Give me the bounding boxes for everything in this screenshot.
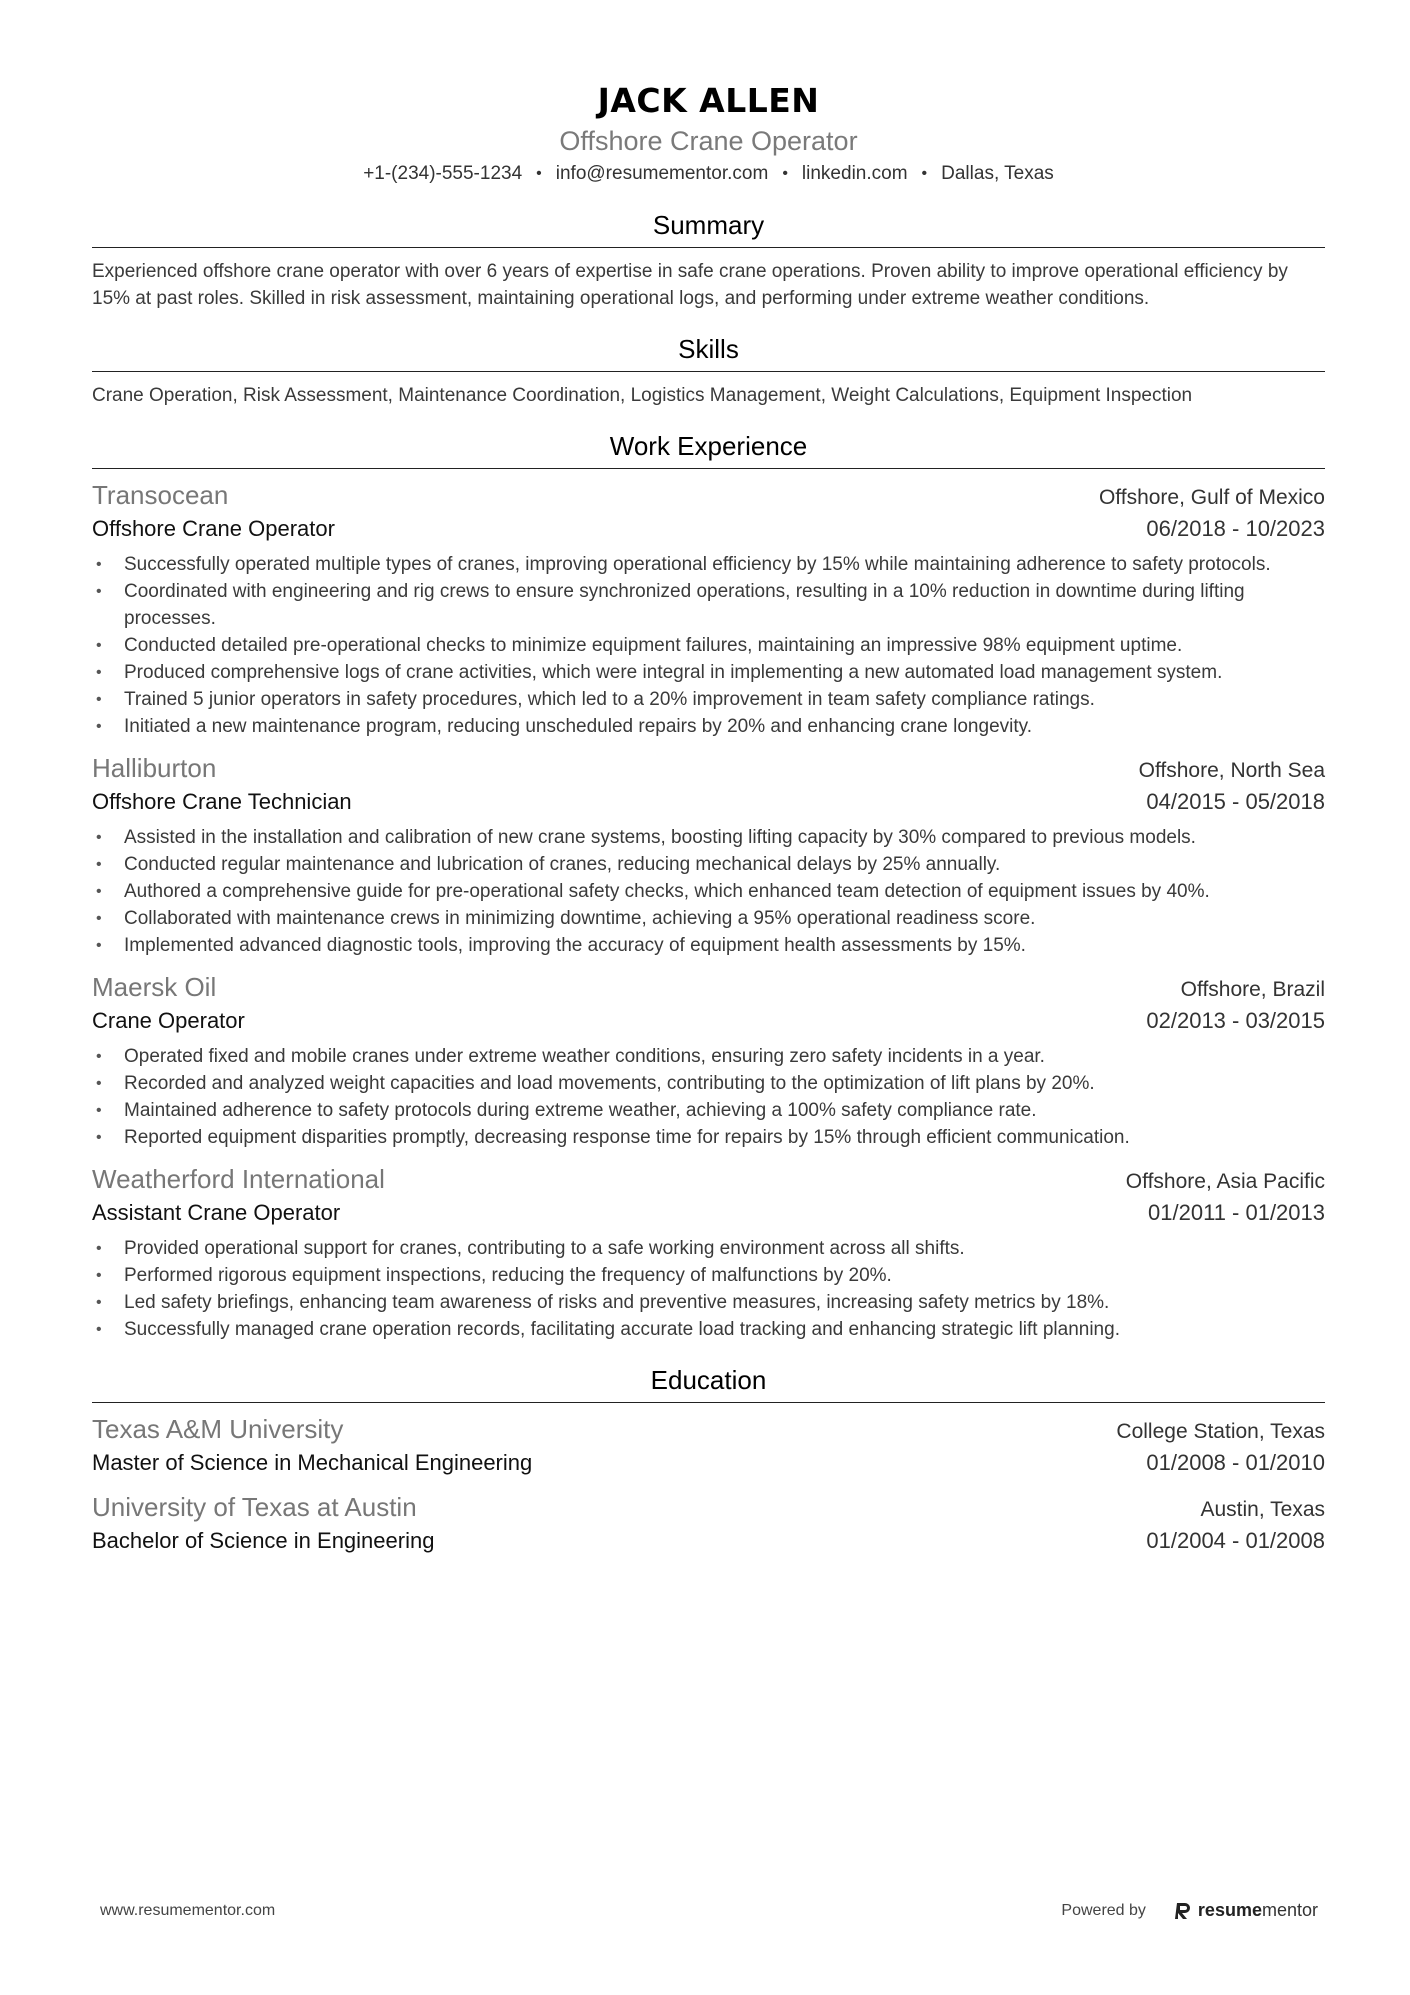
job-bullet: • Coordinated with engineering and rig crews to ensure synchronized operations, resulting in a 10% reduction in downtime during lifting processes. bbox=[92, 578, 1325, 632]
experience-section bbox=[92, 428, 1325, 1343]
job-bullet: • Maintained adherence to safety protocols during extreme weather, achieving a 100% safety compliance rate. bbox=[92, 1097, 1325, 1124]
job-bullet: • Conducted regular maintenance and lubrication of cranes, reducing mechanical delays by 25% annually. bbox=[92, 851, 1325, 878]
job-location: Offshore, Brazil bbox=[1180, 978, 1325, 1001]
job-bullet: • Assisted in the installation and calibration of new crane systems, boosting lifting capacity by 30% compared to previous models. bbox=[92, 824, 1325, 851]
school-degree: Master of Science in Mechanical Engineering bbox=[92, 1450, 533, 1475]
job-list bbox=[92, 478, 1325, 1343]
job-bullet: • Performed rigorous equipment inspections, reducing the frequency of malfunctions by 20%. bbox=[92, 1262, 1325, 1289]
degree-row bbox=[92, 1525, 1325, 1557]
section-title-experience: Work Experience bbox=[92, 428, 1325, 469]
job-bullet: • Authored a comprehensive guide for pre-operational safety checks, which enhanced team detection of equipment issues by 40%. bbox=[92, 878, 1325, 905]
school-dates: 01/2004 - 01/2008 bbox=[1146, 1528, 1325, 1553]
contact-location: Dallas, Texas bbox=[941, 163, 1054, 184]
brand-bold-text: resume bbox=[1197, 1900, 1262, 1920]
job-title-row bbox=[92, 513, 1325, 545]
school-location: College Station, Texas bbox=[1116, 1420, 1325, 1443]
school-header-row bbox=[92, 1412, 1325, 1447]
section-title-education: Education bbox=[92, 1362, 1325, 1403]
bullet-separator-icon: • bbox=[782, 165, 788, 182]
contact-linkedin[interactable]: linkedin.com bbox=[801, 163, 908, 184]
job-company: Maersk Oil bbox=[92, 972, 217, 1002]
job-header-row bbox=[92, 1162, 1325, 1197]
job-entry bbox=[92, 478, 1325, 740]
job-bullets bbox=[92, 824, 1325, 959]
powered-by bbox=[1061, 1900, 1318, 1921]
resumementor-logo-icon bbox=[1174, 1901, 1192, 1921]
resume-content bbox=[92, 78, 1325, 1557]
job-header-row bbox=[92, 751, 1325, 786]
job-bullet: • Trained 5 junior operators in safety procedures, which led to a 20% improvement in team safety compliance ratings. bbox=[92, 686, 1325, 713]
footer-website-link[interactable]: www.resumementor.com bbox=[100, 1901, 276, 1919]
job-position: Offshore Crane Technician bbox=[92, 789, 352, 814]
section-title-skills: Skills bbox=[92, 331, 1325, 372]
contact-line bbox=[92, 160, 1325, 188]
skills-text: Crane Operation, Risk Assessment, Maintenance Coordination, Logistics Management, Weight Calculations, Equipment Inspection bbox=[92, 385, 1193, 406]
powered-by-label: Powered by bbox=[1061, 1901, 1146, 1919]
job-bullet: • Implemented advanced diagnostic tools, improving the accuracy of equipment health assessments by 15%. bbox=[92, 932, 1325, 959]
education-section bbox=[92, 1362, 1325, 1557]
job-bullet: • Operated fixed and mobile cranes under extreme weather conditions, ensuring zero safety incidents in a year. bbox=[92, 1043, 1325, 1070]
job-bullet: • Collaborated with maintenance crews in minimizing downtime, achieving a 95% operational readiness score. bbox=[92, 905, 1325, 932]
brand-rest-text: mentor bbox=[1261, 1900, 1318, 1920]
candidate-role: Offshore Crane Operator bbox=[559, 126, 858, 156]
job-location: Offshore, Gulf of Mexico bbox=[1098, 486, 1325, 509]
job-dates: 04/2015 - 05/2018 bbox=[1146, 789, 1325, 814]
job-bullet: • Reported equipment disparities promptly, decreasing response time for repairs by 15% through efficient communication. bbox=[92, 1124, 1325, 1151]
school-dates: 01/2008 - 01/2010 bbox=[1146, 1450, 1325, 1475]
job-title-row bbox=[92, 1197, 1325, 1229]
contact-phone: +1-(234)-555-1234 bbox=[363, 163, 523, 184]
job-header-row bbox=[92, 478, 1325, 513]
brand-logo[interactable] bbox=[1174, 1900, 1318, 1921]
job-bullets bbox=[92, 1043, 1325, 1151]
bullet-separator-icon: • bbox=[536, 165, 542, 182]
job-location: Offshore, North Sea bbox=[1138, 759, 1325, 782]
job-bullet: • Successfully managed crane operation records, facilitating accurate load tracking and enhancing strategic lift planning. bbox=[92, 1316, 1325, 1343]
job-company: Weatherford International bbox=[92, 1164, 385, 1194]
job-bullet: • Produced comprehensive logs of crane activities, which were integral in implementing a new automated load management system. bbox=[92, 659, 1325, 686]
job-company: Transocean bbox=[92, 480, 229, 510]
job-position: Crane Operator bbox=[92, 1008, 245, 1033]
school-location: Austin, Texas bbox=[1200, 1498, 1325, 1521]
job-header-row bbox=[92, 970, 1325, 1005]
job-position: Offshore Crane Operator bbox=[92, 516, 335, 541]
job-bullet: • Recorded and analyzed weight capacities and load movements, contributing to the optimization of lift plans by 20%. bbox=[92, 1070, 1325, 1097]
degree-row bbox=[92, 1447, 1325, 1479]
job-entry bbox=[92, 751, 1325, 959]
job-bullet: • Initiated a new maintenance program, reducing unscheduled repairs by 20% and enhancing crane longevity. bbox=[92, 713, 1325, 740]
job-dates: 01/2011 - 01/2013 bbox=[1148, 1200, 1325, 1225]
summary-section bbox=[92, 207, 1325, 312]
summary-text: Experienced offshore crane operator with over 6 years of expertise in safe crane operations. Proven ability to improve operational efficiency by 15% at past roles. Skilled in risk assessment, maintaining operational logs, and performing under extreme weather conditions. bbox=[92, 261, 1288, 309]
job-bullets bbox=[92, 551, 1325, 740]
school-list bbox=[92, 1412, 1325, 1557]
job-position: Assistant Crane Operator bbox=[92, 1200, 341, 1225]
contact-email[interactable]: info@resumementor.com bbox=[555, 163, 769, 184]
job-company: Halliburton bbox=[92, 753, 217, 783]
job-location: Offshore, Asia Pacific bbox=[1125, 1170, 1325, 1193]
job-entry bbox=[92, 1162, 1325, 1343]
education-entry bbox=[92, 1412, 1325, 1479]
job-entry bbox=[92, 970, 1325, 1151]
job-bullet: • Successfully operated multiple types of cranes, improving operational efficiency by 15% while maintaining adherence to safety protocols. bbox=[92, 551, 1325, 578]
job-title-row bbox=[92, 786, 1325, 818]
school-name: University of Texas at Austin bbox=[92, 1492, 417, 1522]
candidate-name: JACK ALLEN bbox=[597, 81, 820, 120]
bullet-separator-icon: • bbox=[921, 165, 928, 182]
job-bullet: • Led safety briefings, enhancing team awareness of risks and preventive measures, increasing safety metrics by 18%. bbox=[92, 1289, 1325, 1316]
skills-section bbox=[92, 331, 1325, 409]
job-title-row bbox=[92, 1005, 1325, 1037]
footer bbox=[100, 1900, 1318, 1921]
school-name: Texas A&M University bbox=[92, 1414, 344, 1444]
section-title-summary: Summary bbox=[92, 207, 1325, 248]
job-bullet: • Provided operational support for cranes, contributing to a safe working environment across all shifts. bbox=[92, 1235, 1325, 1262]
job-dates: 02/2013 - 03/2015 bbox=[1146, 1008, 1325, 1033]
job-dates: 06/2018 - 10/2023 bbox=[1146, 516, 1325, 541]
school-degree: Bachelor of Science in Engineering bbox=[92, 1528, 435, 1553]
job-bullets bbox=[92, 1235, 1325, 1343]
school-header-row bbox=[92, 1490, 1325, 1525]
education-entry bbox=[92, 1490, 1325, 1557]
job-bullet: • Conducted detailed pre-operational checks to minimize equipment failures, maintaining an impressive 98% equipment uptime. bbox=[92, 632, 1325, 659]
